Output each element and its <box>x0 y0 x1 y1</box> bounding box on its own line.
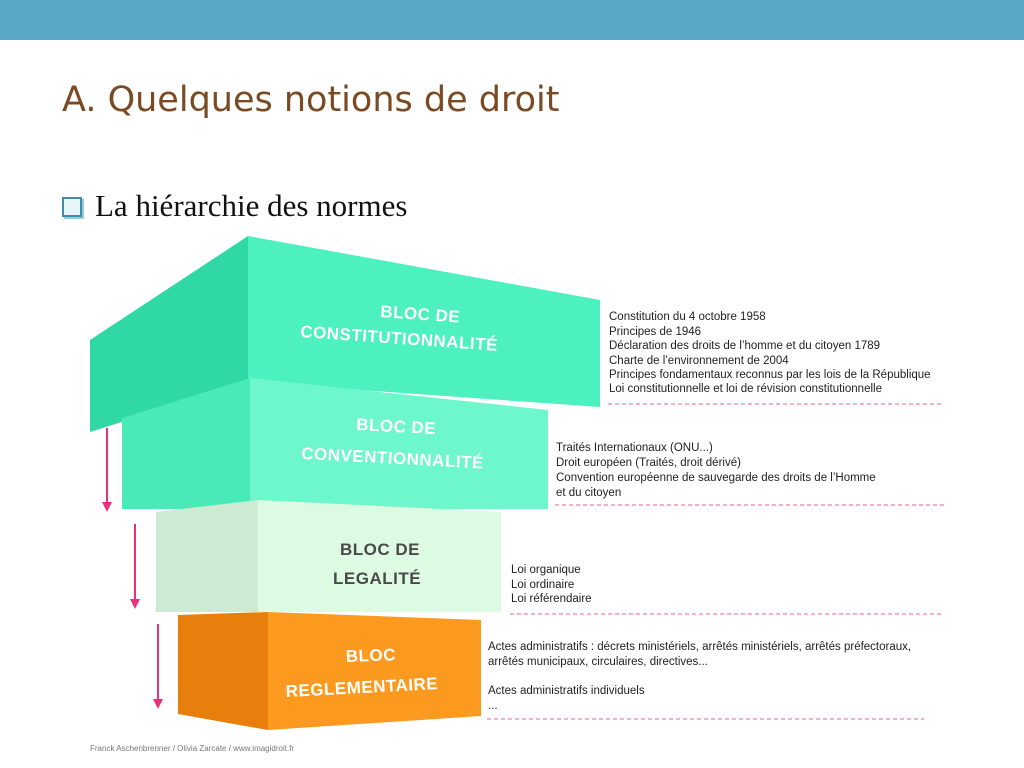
description-line: Convention européenne de sauvegarde des droits de l’Homme <box>556 472 876 484</box>
block-1-label-line1: BLOC DE <box>379 302 461 327</box>
description-line: ... <box>488 700 498 712</box>
block-1-label-line2: CONSTITUTIONNALITÉ <box>299 322 499 355</box>
description-line: Loi référendaire <box>511 593 592 605</box>
block-legalite <box>156 500 501 612</box>
block-4-front-face <box>268 612 481 730</box>
description-line: Loi organique <box>511 564 581 576</box>
block-4-label-line1: BLOC <box>345 645 397 666</box>
block-3-descriptions <box>510 564 944 614</box>
description-line: Principes de 1946 <box>609 326 702 338</box>
bullet-text: La hiérarchie des normes <box>95 188 408 223</box>
description-line: Constitution du 4 octobre 1958 <box>609 311 766 323</box>
block-3-label-line2: LEGALITÉ <box>333 569 422 588</box>
description-line: Actes administratifs : décrets ministériels, arrêtés ministériels, arrêtés préfectoraux, <box>488 641 912 653</box>
description-line: Loi constitutionnelle et loi de révision constitutionnelle <box>609 383 882 395</box>
block-4-label-line2: REGLEMENTAIRE <box>285 674 439 701</box>
slide-title: A. Quelques notions de droit <box>62 80 560 120</box>
description-line: Charte de l’environnement de 2004 <box>609 355 789 367</box>
block-3-label-line1: BLOC DE <box>340 540 420 559</box>
block-3-left-face <box>156 500 258 612</box>
description-line: Déclaration des droits de l’homme et du citoyen 1789 <box>609 340 881 352</box>
description-line: arrêtés municipaux, circulaires, directives... <box>488 656 708 668</box>
block-4-descriptions <box>487 641 924 719</box>
block-4-left-face <box>178 612 268 730</box>
block-1-descriptions <box>608 311 944 404</box>
description-line: Principes fondamentaux reconnus par les lois de la République <box>609 369 931 381</box>
description-line: Traités Internationaux (ONU...) <box>556 442 713 454</box>
description-line: Actes administratifs individuels <box>488 685 645 697</box>
block-2-label-line1: BLOC DE <box>355 415 437 439</box>
image-credit: Franck Aschenbrenner / Olivia Zarcate / www.imagidroit.fr <box>90 744 295 753</box>
block-2-label-line2: CONVENTIONNALITÉ <box>300 444 485 473</box>
block-2-descriptions <box>555 442 944 505</box>
description-line: Loi ordinaire <box>511 579 575 591</box>
description-line: et du citoyen <box>556 487 622 499</box>
block-reglementaire <box>178 612 481 730</box>
description-line: Droit européen (Traités, droit dérivé) <box>556 457 741 469</box>
